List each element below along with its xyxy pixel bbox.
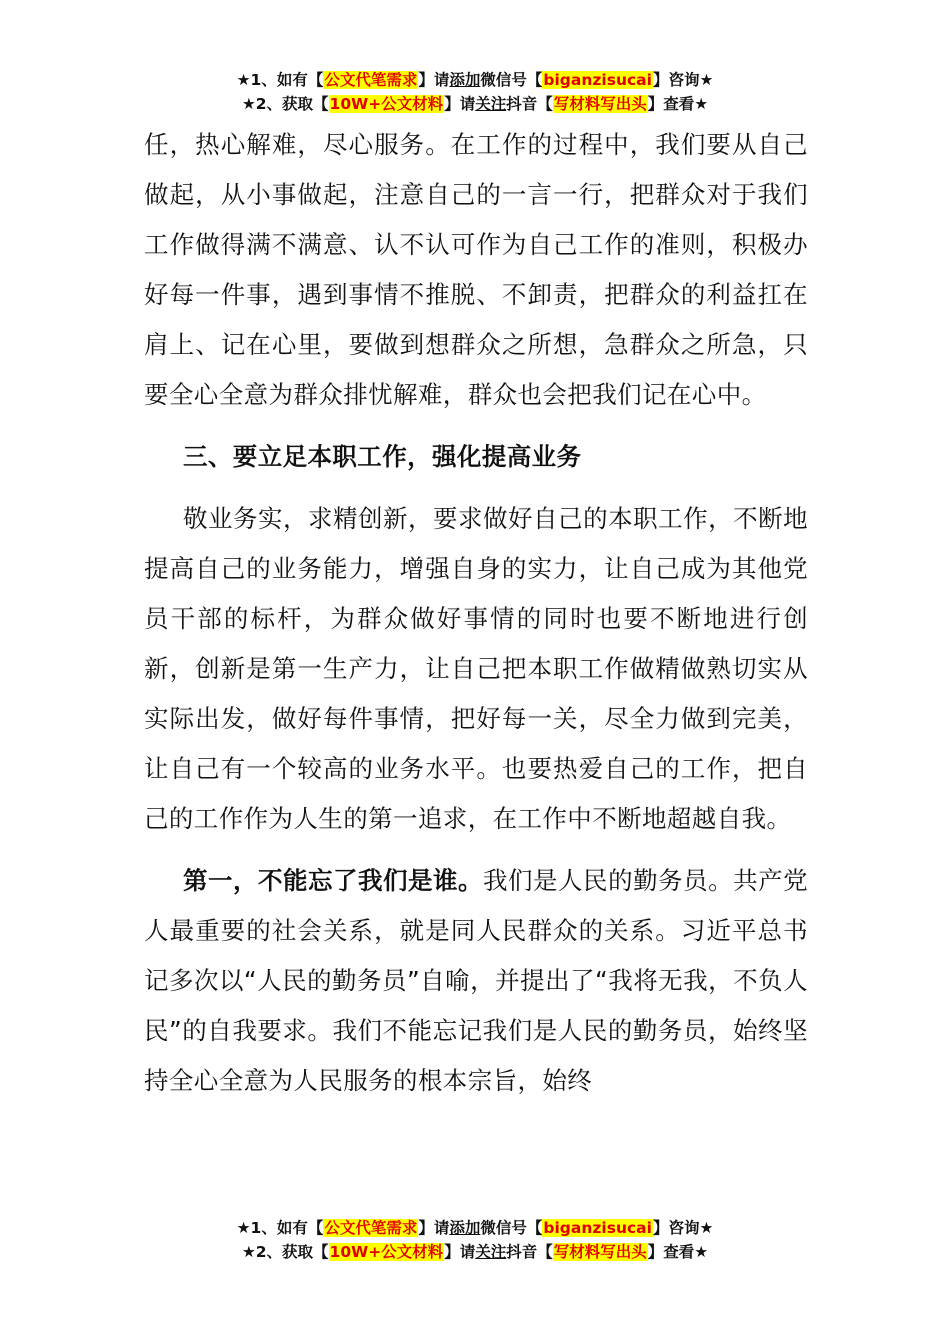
paragraph-3-lead: 第一，不能忘了我们是谁。 xyxy=(183,866,484,895)
paragraph-2: 敬业务实，求精创新，要求做好自己的本职工作，不断地提高自己的业务能力，增强自身的实力，让自己成为其他党员干部的标杆，为群众做好事情的同时也要不断地进行创新，创新是第一生产力，让自己把本职工作做精做熟切实从实际出发，做好每件事情，把好每一关，尽全力做到完美，让自己有一个较高的业务水平。也要热爱自己的工作，把自己的工作作为人生的第一追求，在工作中不断地超越自我。 xyxy=(144,504,808,833)
header-banner xyxy=(0,68,950,116)
highlight-douyin: 写材料写出头 xyxy=(553,95,647,113)
document-body xyxy=(144,120,808,1106)
banner-line-1: ★1、如有【公文代笔需求】请添加微信号【biganzisucai】咨询★ xyxy=(236,71,714,89)
highlight-douyin: 写材料写出头 xyxy=(553,1243,647,1261)
paragraph-3-text: 我们是人民的勤务员。共产党人最重要的社会关系，就是同人民群众的关系。习近平总书记多次以“人民的勤务员”自喻，并提出了“我将无我，不负人民”的自我要求。我们不能忘记我们是人民的勤务员，始终坚持全心全意为人民服务的根本宗旨，始终 xyxy=(144,866,808,1095)
highlight-service: 公文代笔需求 xyxy=(324,1219,418,1237)
highlight-materials: 10W+公文材料 xyxy=(329,1243,444,1261)
highlight-wechat-id: biganzisucai xyxy=(543,71,652,89)
section-heading-3: 三、要立足本职工作，强化提高业务 xyxy=(183,442,582,471)
banner-line-2: ★2、获取【10W+公文材料】请关注抖音【写材料写出头】查看★ xyxy=(241,95,709,113)
paragraph-3 xyxy=(144,856,808,1106)
banner-line-2: ★2、获取【10W+公文材料】请关注抖音【写材料写出头】查看★ xyxy=(241,1243,709,1261)
highlight-wechat-id: biganzisucai xyxy=(543,1219,652,1237)
highlight-materials: 10W+公文材料 xyxy=(329,95,444,113)
paragraph-1: 任，热心解难，尽心服务。在工作的过程中，我们要从自己做起，从小事做起，注意自己的一言一行，把群众对于我们工作做得满不满意、认不认可作为自己工作的准则，积极办好每一件事，遇到事情不推脱、不卸责，把群众的利益扛在肩上、记在心里，要做到想群众之所想，急群众之所急，只要全心全意为群众排忧解难，群众也会把我们记在心中。 xyxy=(144,130,808,409)
banner-line-1: ★1、如有【公文代笔需求】请添加微信号【biganzisucai】咨询★ xyxy=(236,1219,714,1237)
highlight-service: 公文代笔需求 xyxy=(324,71,418,89)
footer-banner xyxy=(0,1216,950,1264)
